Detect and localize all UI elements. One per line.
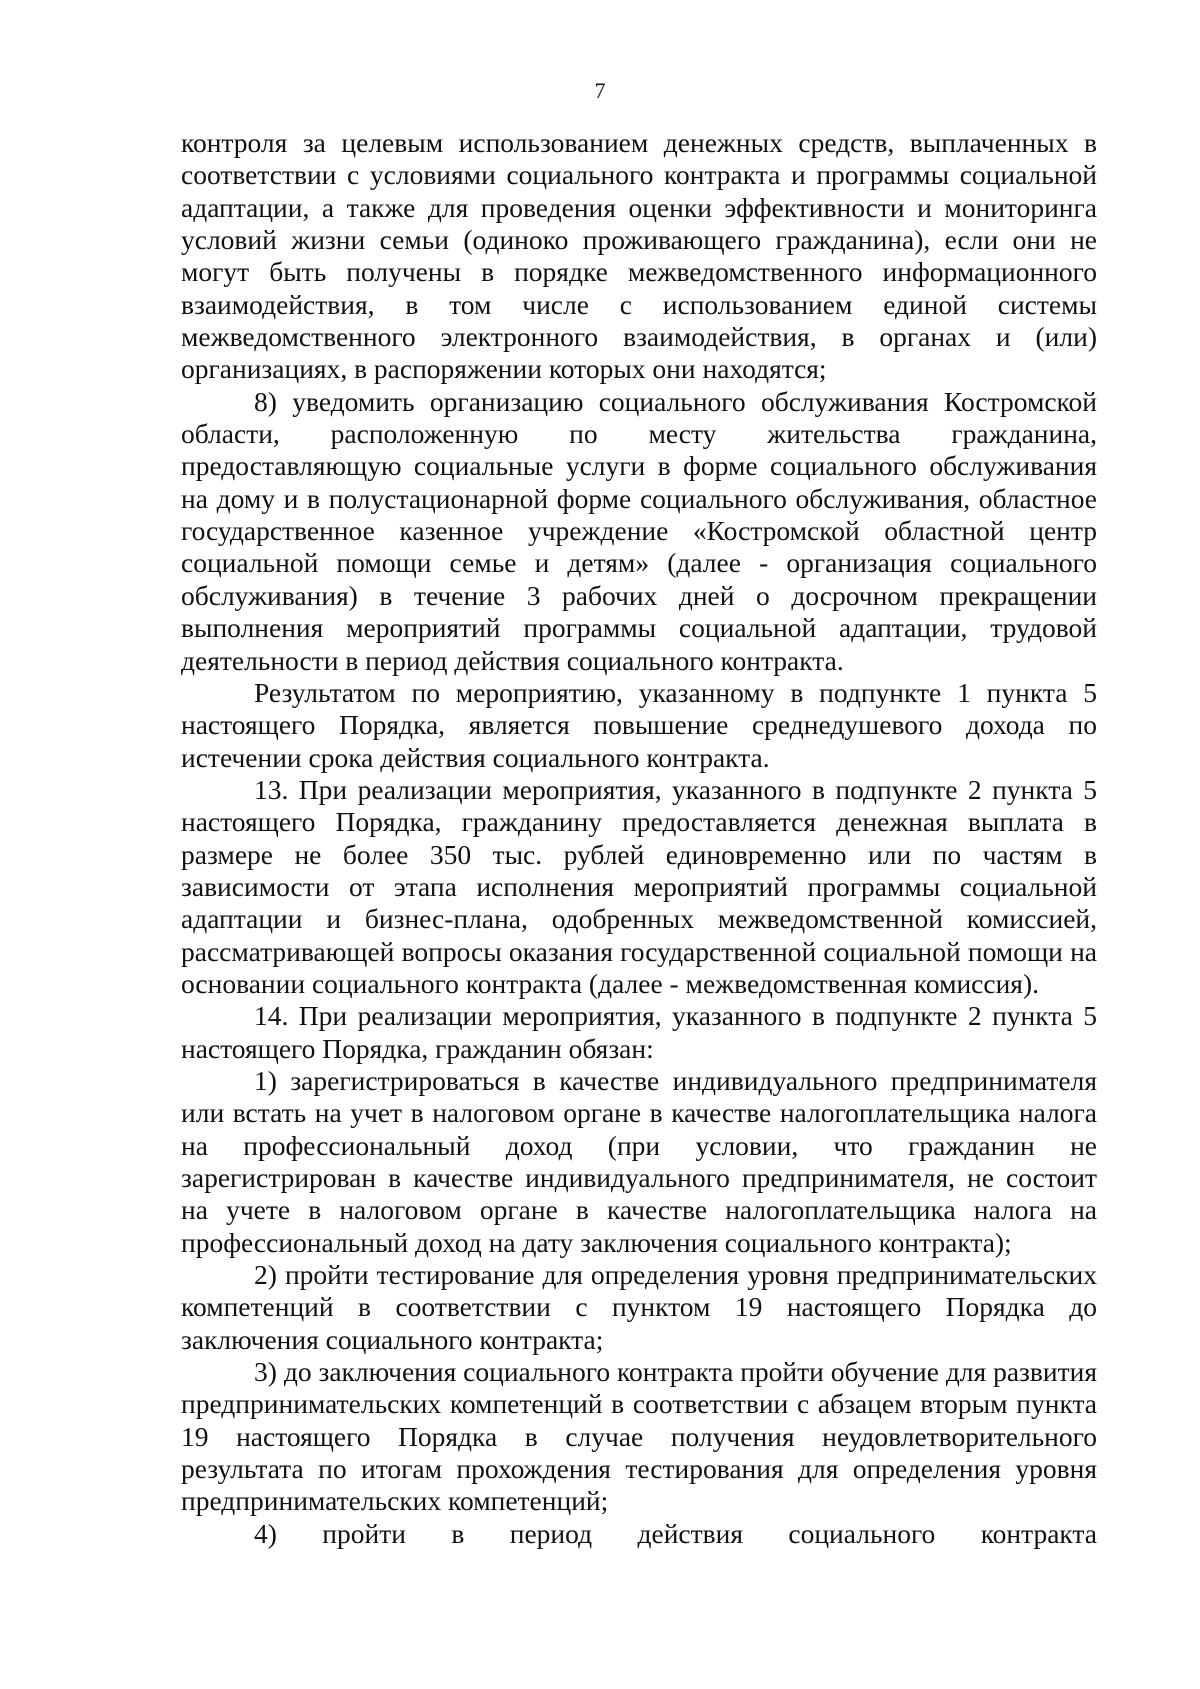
- paragraph-result: Результатом по мероприятию, указанному в подпункте 1 пункта 5 настоящего Порядка, является повышение среднедушевого дохода по истечении срока действия социального контракта.: [181, 676, 1097, 773]
- paragraph-item-8: 8) уведомить организацию социального обслуживания Костромской области, расположенную по месту жительства гражданина, предоставляющую социальные услуги в форме социального обслуживания на дому и в полустационарной форме социального обслуживания, областное государственное казенное учреждение «Костромской областной центр социальной помощи семье и детям» (далее - организация социального обслуживания) в течение 3 рабочих дней о досрочном прекращении выполнения мероприятий программы социальной адаптации, трудовой деятельности в период действия социального контракта.: [181, 385, 1097, 676]
- paragraph-continued-text: контроля за целевым использованием денежных средств, выплаченных в соответствии с условиями социального контракта и программы социальной адаптации, а также для проведения оценки эффективности и мониторинга условий жизни семьи (одиноко проживающего гражданина), если они не могут быть получены в порядке межведомственного информационного взаимодействия, в том числе с использованием единой системы межведомственного электронного взаимодействия, в органах и (или) организациях, в распоряжении которых они находятся;: [181, 127, 1097, 385]
- paragraph-clause-14: 14. При реализации мероприятия, указанного в подпункте 2 пункта 5 настоящего Порядка, гражданин обязан:: [181, 1000, 1097, 1064]
- page-number: 7: [594, 78, 606, 103]
- paragraph-clause-14-item-2: 2) пройти тестирование для определения уровня предпринимательских компетенций в соответствии с пунктом 19 настоящего Порядка до заключения социального контракта;: [181, 1259, 1097, 1355]
- document-body: [181, 127, 1097, 1550]
- paragraph-clause-14-item-1: 1) зарегистрироваться в качестве индивидуального предпринимателя или встать на учет в налоговом органе в качестве налогоплательщика налога на профессиональный доход (при условии, что гражданин не зарегистрирован в качестве индивидуального предпринимателя, не состоит на учете в налоговом органе в качестве налогоплательщика налога на профессиональный доход на дату заключения социального контракта);: [181, 1064, 1097, 1258]
- paragraph-clause-14-item-4: 4) пройти в период действия социального контракта: [254, 1517, 1097, 1549]
- paragraph-clause-13: 13. При реализации мероприятия, указанного в подпункте 2 пункта 5 настоящего Порядка, гражданину предоставляется денежная выплата в размере не более 350 тыс. рублей единовременно или по частям в зависимости от этапа исполнения мероприятий программы социальной адаптации и бизнес-плана, одобренных межведомственной комиссией, рассматривающей вопросы оказания государственной социальной помощи на основании социального контракта (далее - межведомственная комиссия).: [181, 773, 1097, 999]
- paragraph-clause-14-item-3: 3) до заключения социального контракта пройти обучение для развития предпринимательских компетенций в соответствии с абзацем вторым пункта 19 настоящего Порядка в случае получения неудовлетворительного результата по итогам прохождения тестирования для определения уровня предпринимательских компетенций;: [181, 1356, 1097, 1517]
